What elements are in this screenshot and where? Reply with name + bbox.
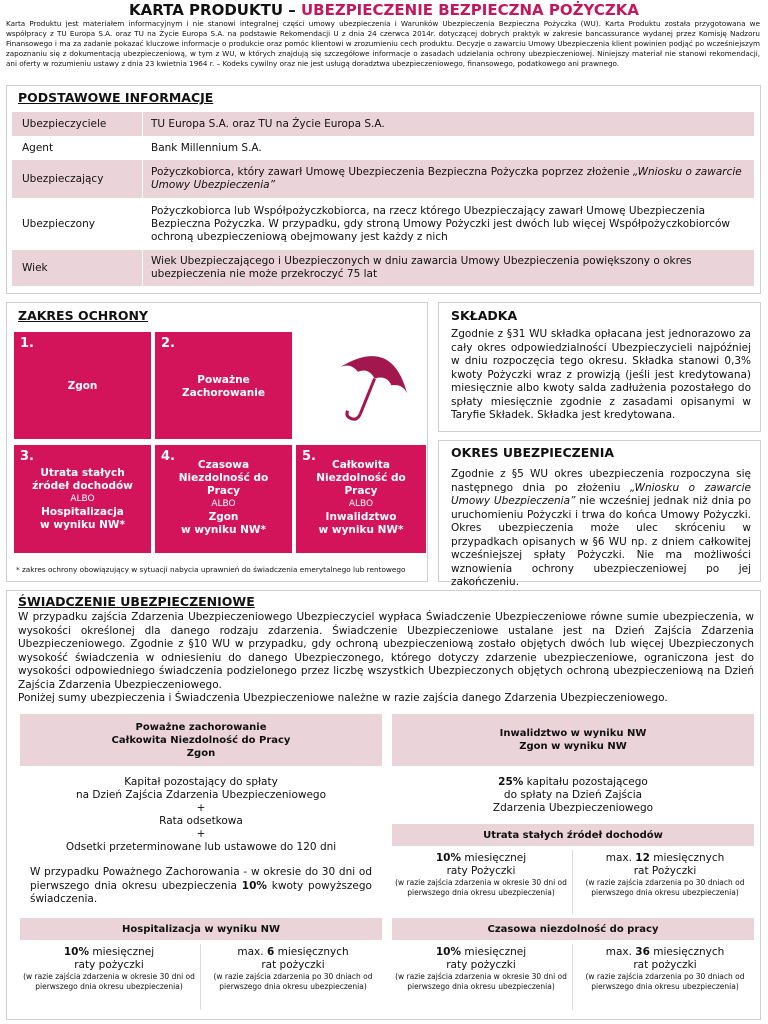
body-bold: 25%: [498, 776, 524, 788]
cell-text: max.: [605, 946, 636, 958]
note-bold: 10%: [241, 879, 267, 892]
cell-text: miesięcznych: [649, 852, 725, 864]
tile-albo: ALBO: [70, 494, 95, 504]
divider: [200, 944, 201, 1010]
hospitalization-right-cell: [204, 946, 382, 991]
tile-label: w wyniku NW*: [318, 524, 404, 536]
plus-sign: +: [196, 828, 206, 840]
tile-number: 3.: [20, 449, 34, 464]
premium-text: Zgodnie z §31 WU składka opłacana jest jednorazowo za cały okres odpowiedzialności Ubezpieczycieli najpóźniej w dniu rozpoczęcia tego okresu. Składka stanowi 0,3% kwoty Pożyczki wraz z prowizją (jeśli jest kredytowana) miesięcznie albo kwoty salda zadłużenia pozostałego do spłaty miesięcznie zgodnie z zasadami opisanymi w Taryfie Składek. Składka jest kredytowana.: [451, 328, 751, 421]
tile-number: 1.: [20, 336, 34, 351]
tile-number: 2.: [161, 336, 175, 351]
intro-text: Karta Produktu jest materiałem informacyjnym i nie stanowi integralnej części umowy ubezpieczenia i Warunków Ubezpieczenia Bezpieczna Pożyczka (WU). Karta Produktu została przygotowana we współpracy z TU Europa S.A. oraz TU na Życie Europa S.A. na podstawie Rekomendacji U z dnia 24 czerwca 2014r. dotyczącej dobrych praktyk w zakresie bancassurance wydanej przez Komisję Nadzoru Finansowego i ma za zadanie pokazać kluczowe informacje o produkcie oraz pomóc klientowi w zrozumieniu cech produktu. Decyzje o zawarciu Umowy Ubezpieczenia klient powinien podjąć po wcześniejszym zapoznaniu się z dokumentacją ubezpieczeniową, w tym z WU, w których znajdują się szczegółowe informacje o zasadach udzielania ochrony ubezpieczeniowej. Niniejszy materiał nie stanowi rekomendacji, ani oferty w rozumieniu ustawy z dnia 23 kwietnia 1964 r. – Kodeks cywilny oraz nie jest usługą doradztwa ubezpieczeniowego, finansowego, podatkowego ani prawnego.: [6, 19, 760, 68]
page-title: [0, 0, 768, 20]
row-value: Wiek Ubezpieczającego i Ubezpieczonych w dniu zawarcia Umowy Ubezpieczenia powiększony o okres ubezpieczenia nie może przekroczyć 75 lat: [142, 250, 754, 286]
hospitalization-header: Hospitalizacja w wyniku NW: [20, 918, 382, 940]
period-text: [451, 468, 751, 590]
cell-note: (w razie zajścia zdarzenia po 30 dniach od pierwszego dnia okresu ubezpieczenia): [585, 972, 745, 991]
benefit-left-body: [20, 776, 382, 854]
cell-note: (w razie zajścia zdarzenia po 30 dniach od pierwszego dnia okresu ubezpieczenia): [213, 972, 373, 991]
row-value: Bank Millennium S.A.: [142, 137, 754, 159]
note-text: kwoty powyższego świadczenia.: [30, 879, 372, 905]
row-value-italic: „Wniosku o zawarcie Umowy Ubezpieczenia”: [151, 166, 742, 191]
cell-text: miesięcznych: [274, 946, 349, 958]
row-value: TU Europa S.A. oraz TU na Życie Europa S.A.: [142, 112, 754, 136]
row-value: [142, 160, 754, 198]
row-value-text: Pożyczkobiorca, który zawarł Umowę Ubezpieczenia Bezpieczna Pożyczka poprzez złożenie: [151, 166, 633, 178]
cell-text: raty pożyczki: [74, 959, 144, 971]
body-line: Zdarzenia Ubezpieczeniowego: [492, 802, 654, 814]
cell-text: rat pożyczki: [261, 959, 325, 971]
benefit-left-header: [20, 714, 382, 766]
benefit-right-body: [392, 776, 754, 815]
cell-bold: 6: [266, 946, 275, 958]
benefit-right-header: [392, 714, 754, 766]
divider: [572, 850, 573, 914]
coverage-tile-death: [14, 332, 151, 439]
tile-label: Inwalidztwo: [325, 511, 397, 523]
tile-number: 5.: [302, 449, 316, 464]
row-key: Ubezpieczony: [22, 217, 95, 230]
coverage-tile-temp-disability: [155, 445, 292, 553]
info-row-age: [12, 250, 754, 286]
tile-label: Hospitalizacja: [41, 506, 124, 518]
coverage-tile-illness: [155, 332, 292, 439]
tile-label: Poważne: [197, 374, 250, 386]
tile-albo: ALBO: [348, 499, 374, 509]
cell-text: max.: [605, 852, 636, 864]
income-loss-header: Utrata stałych źródeł dochodów: [392, 824, 754, 846]
basic-info-heading: PODSTAWOWE INFORMACJE: [18, 90, 214, 105]
period-heading: OKRES UBEZPIECZENIA: [451, 445, 615, 460]
tile-label: w wyniku NW*: [181, 524, 266, 536]
header-line: Zgon: [186, 747, 216, 759]
tile-label: w wyniku NW*: [40, 519, 125, 531]
coverage-tile-income-loss: [14, 445, 151, 553]
tile-label: Czasowa: [197, 459, 250, 471]
tile-label: Pracy: [344, 485, 378, 497]
income-loss-right-cell: [576, 852, 754, 897]
cell-text: rat Pożyczki: [633, 865, 697, 877]
body-line: kapitału pozostającego: [523, 776, 648, 788]
header-line: Zgon w wyniku NW: [519, 741, 627, 752]
hospitalization-left-cell: [20, 946, 198, 991]
tile-label: Utrata stałych: [40, 467, 125, 479]
row-key: Ubezpieczyciele: [22, 117, 107, 130]
info-row-policyholder: [12, 160, 754, 198]
temp-disability-header: Czasowa niezdolność do pracy: [392, 918, 754, 940]
cell-bold: 12: [635, 852, 650, 864]
row-key: Wiek: [22, 261, 48, 274]
body-line: Kapitał pozostający do spłaty: [124, 776, 278, 788]
cell-bold: 10%: [63, 946, 90, 958]
temp-disability-right-cell: [576, 946, 754, 991]
tile-label: Niezdolność do: [178, 472, 269, 484]
plus-sign: +: [196, 802, 206, 814]
benefit-text-2: Poniżej sumy ubezpieczenia i Świadczenia Ubezpieczeniowe należne w razie zajścia danego Zdarzenia Ubezpieczeniowego.: [18, 692, 668, 704]
body-line: Rata odsetkowa: [159, 815, 243, 827]
info-row-insurers: [12, 112, 754, 136]
body-line: do spłaty na Dzień Zajścia: [503, 789, 643, 801]
cell-note: (w razie zajścia zdarzenia w okresie 30 dni od pierwszego dnia okresu ubezpieczenia): [23, 972, 195, 991]
cell-note: (w razie zajścia zdarzenia w okresie 30 dni od pierwszego dnia okresu ubezpieczenia): [395, 972, 567, 991]
period-text-b: nie wcześniej jednak niż dnia po uruchomieniu Pożyczki i trwa do końca Umowy Pożyczki. Okres ubezpieczenia może ulec skróceniu w przypadkach opisanych w §6 WU np. z dniem całkowitej wcześniejszej spłaty Pożyczki. Nie ma możliwości wznowienia ochrony ubezpieczeniowej po jej zakończeniu.: [451, 495, 752, 588]
umbrella-icon: [330, 340, 414, 430]
cell-text: raty Pożyczki: [446, 865, 516, 877]
cell-note: (w razie zajścia zdarzenia po 30 dniach od pierwszego dnia okresu ubezpieczenia): [585, 878, 745, 897]
info-row-insured: [12, 199, 754, 249]
header-line: Inwalidztwo w wyniku NW: [499, 728, 647, 739]
info-row-agent: [12, 137, 754, 159]
tile-label: Zachorowanie: [182, 387, 265, 399]
body-line: Odsetki przeterminowane lub ustawowe do 120 dni: [65, 841, 337, 853]
tile-label: Całkowita: [331, 459, 390, 471]
tile-label: Zgon: [67, 380, 98, 392]
tile-number: 4.: [161, 449, 175, 464]
title-product: UBEZPIECZENIE BEZPIECZNA POŻYCZKA: [300, 1, 639, 19]
cell-bold: 10%: [435, 852, 462, 864]
cell-text: max.: [237, 946, 267, 958]
tile-albo: ALBO: [211, 499, 236, 509]
cell-bold: 10%: [435, 946, 462, 958]
tile-label: Zgon: [208, 511, 239, 523]
benefit-text: W przypadku zajścia Zdarzenia Ubezpieczeniowego Ubezpieczyciel wypłaca Świadczenie Ubezpieczeniowe równe sumie ubezpieczenia, w wysokości określonej dla danego rodzaju zdarzenia. Świadczenie Ubezpieczeniowe ustalane jest na Dzień Zajścia Zdarzenia Ubezpieczeniowego. Zgodnie z §10 WU w przypadku, gdy ochroną ubezpieczeniową zostało objętych dwóch lub więcej Ubezpieczonych wysokość świadczenia w odniesieniu do danego Ubezpieczonego, którego dotyczy zdarzenie ubezpieczeniowe, ograniczona jest do wysokości odpowiedniego świadczenia podzielonego przez liczbę wszystkich Ubezpieczonych objętych ochroną ubezpieczeniową na Dzień Zajścia Zdarzenia Ubezpieczeniowego.: [18, 611, 754, 691]
tile-label: źródeł dochodów: [32, 480, 133, 492]
period-text-a: Zgodnie z §5 WU okres ubezpieczenia rozpoczyna się następnego dnia po złożeniu: [451, 468, 751, 494]
divider: [572, 944, 573, 1010]
tile-label: Pracy: [206, 485, 241, 497]
row-key: Ubezpieczający: [22, 172, 104, 185]
tile-label: Niezdolność do: [316, 472, 406, 484]
cell-note: (w razie zajścia zdarzenia w okresie 30 dni od pierwszego dnia okresu ubezpieczenia): [395, 878, 567, 897]
temp-disability-left-cell: [392, 946, 570, 991]
cell-text: miesięcznej: [461, 852, 527, 864]
cell-text: miesięcznej: [461, 946, 527, 958]
body-line: na Dzień Zajścia Zdarzenia Ubezpieczeniowego: [75, 789, 327, 801]
title-prefix: KARTA PRODUKTU –: [129, 1, 301, 19]
benefit-heading: ŚWIADCZENIE UBEZPIECZENIOWE: [18, 594, 255, 609]
coverage-heading: ZAKRES OCHRONY: [18, 308, 148, 323]
row-value: Pożyczkobiorca lub Współpożyczkobiorca, na rzecz którego Ubezpieczający zawarł Umowę Ubezpieczenia Bezpieczna Pożyczka. W przypadku, gdy stroną Umowy Pożyczki jest dwóch lub więcej Współpożyczkobiorców ochroną ubezpieczeniową obejmowany jest każdy z nich: [142, 199, 754, 249]
cell-bold: 36: [635, 946, 650, 958]
benefit-left-note: [30, 866, 372, 907]
header-line: Poważne zachorowanie: [135, 721, 267, 733]
cell-text: miesięcznych: [649, 946, 725, 958]
row-key: Agent: [22, 141, 54, 154]
coverage-footnote: * zakres ochrony obowiązujący w sytuacji nabycia uprawnień do świadczenia emerytalnego lub rentowego: [16, 565, 406, 574]
note-text: W przypadku Poważnego Zachorowania - w okresie do 30 dni od pierwszego dnia okresu ubezpieczenia: [30, 866, 372, 892]
premium-heading: SKŁADKA: [451, 308, 518, 323]
coverage-tile-total-disability: [296, 445, 426, 553]
cell-text: rat pożyczki: [633, 959, 697, 971]
period-text-italic: „Wniosku o zawarcie Umowy Ubezpieczenia”: [451, 481, 752, 507]
header-line: Całkowita Niezdolność do Pracy: [111, 734, 291, 746]
cell-text: raty pożyczki: [446, 959, 516, 971]
cell-text: miesięcznej: [89, 946, 155, 958]
income-loss-left-cell: [392, 852, 570, 897]
